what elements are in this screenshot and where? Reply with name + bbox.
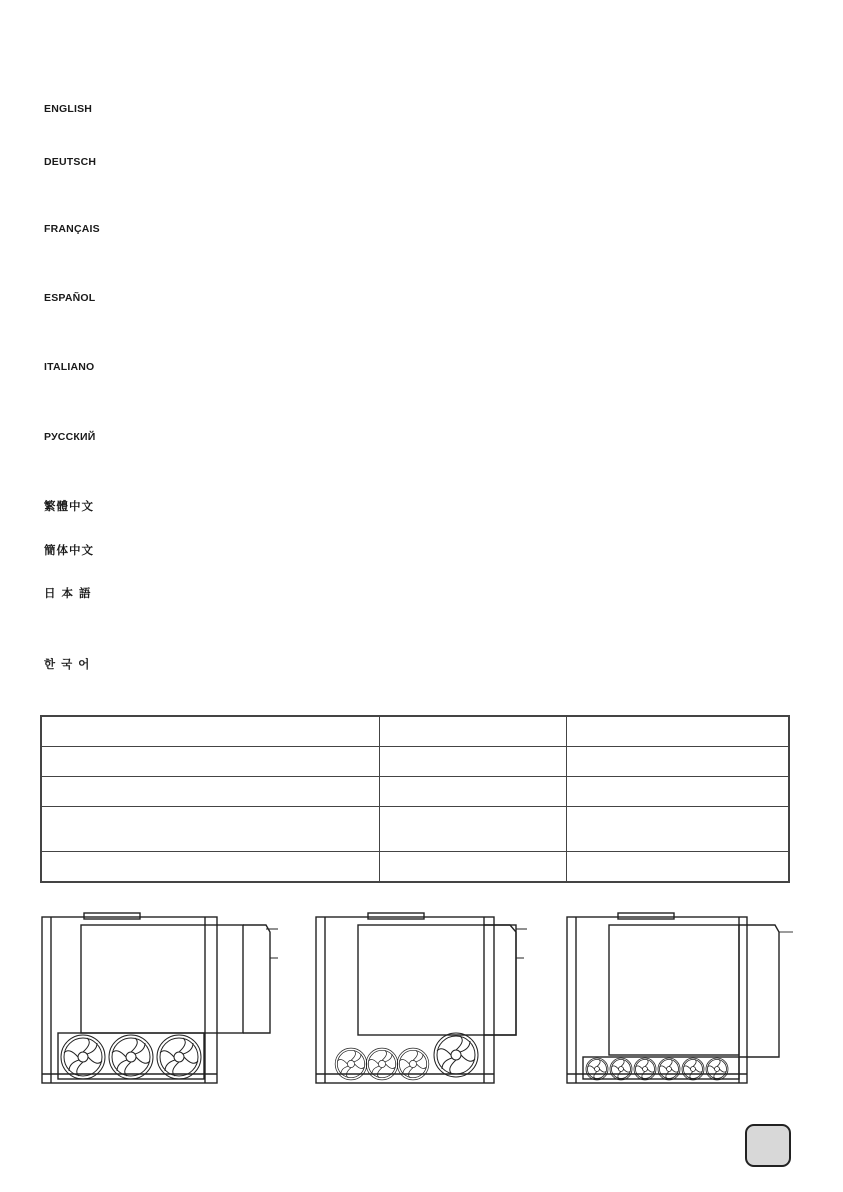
- table-cell: [567, 777, 790, 807]
- language-label-deutsch: DEUTSCH: [44, 156, 97, 168]
- fan-icon: [335, 1048, 367, 1080]
- table-row: [41, 716, 789, 747]
- motherboard-area: [609, 925, 739, 1055]
- table-cell: [380, 852, 567, 883]
- fan-icon: [366, 1048, 398, 1080]
- table-cell: [41, 777, 380, 807]
- table-row: [41, 852, 789, 883]
- motherboard-area: [358, 925, 516, 1035]
- table-cell: [380, 807, 567, 852]
- language-label-francais: FRANÇAIS: [44, 223, 100, 235]
- table-cell: [41, 747, 380, 777]
- chassis-diagram-3-large-fans: [38, 912, 283, 1087]
- fan-icon: [397, 1048, 429, 1080]
- table-cell: [567, 807, 790, 852]
- language-label-korean: 한국어: [44, 659, 96, 671]
- fan-icon: [706, 1058, 728, 1080]
- fan-icon: [586, 1058, 608, 1080]
- table-cell: [380, 716, 567, 747]
- chassis-diagram-mixed-fans: [312, 912, 537, 1087]
- table-cell: [380, 777, 567, 807]
- chassis-outline: [42, 917, 217, 1083]
- language-label-japanese: 日本語: [44, 588, 97, 600]
- chassis-outline: [316, 917, 494, 1083]
- fan-icon: [658, 1058, 680, 1080]
- specification-table: [40, 715, 790, 883]
- fan-icon: [157, 1035, 201, 1079]
- io-panel: [84, 913, 140, 919]
- table-cell: [41, 716, 380, 747]
- table-row: [41, 807, 789, 852]
- chassis-diagram-6-small-fans: [563, 912, 803, 1087]
- motherboard-area: [81, 925, 243, 1033]
- table-cell: [41, 807, 380, 852]
- table-cell: [380, 747, 567, 777]
- language-label-simplified-chinese: 簡体中文: [44, 545, 94, 557]
- page-number-badge: [745, 1124, 791, 1167]
- io-panel: [618, 913, 674, 919]
- table-row: [41, 747, 789, 777]
- fan-group: [586, 1058, 728, 1080]
- fan-icon: [109, 1035, 153, 1079]
- fan-icon: [682, 1058, 704, 1080]
- table-cell: [567, 852, 790, 883]
- language-label-espanol: ESPAÑOL: [44, 292, 96, 304]
- fan-icon: [634, 1058, 656, 1080]
- fan-icon: [610, 1058, 632, 1080]
- table-cell: [41, 852, 380, 883]
- fan-group: [61, 1035, 201, 1079]
- fan-icon: [61, 1035, 105, 1079]
- language-label-russian: РУССКИЙ: [44, 431, 96, 443]
- language-label-traditional-chinese: 繁體中文: [44, 501, 94, 513]
- table-row: [41, 777, 789, 807]
- table-cell: [567, 747, 790, 777]
- language-label-italiano: ITALIANO: [44, 361, 95, 373]
- language-label-english: ENGLISH: [44, 103, 93, 115]
- fan-icon: [434, 1033, 478, 1077]
- fan-group: [335, 1033, 478, 1080]
- io-panel: [368, 913, 424, 919]
- table-cell: [567, 716, 790, 747]
